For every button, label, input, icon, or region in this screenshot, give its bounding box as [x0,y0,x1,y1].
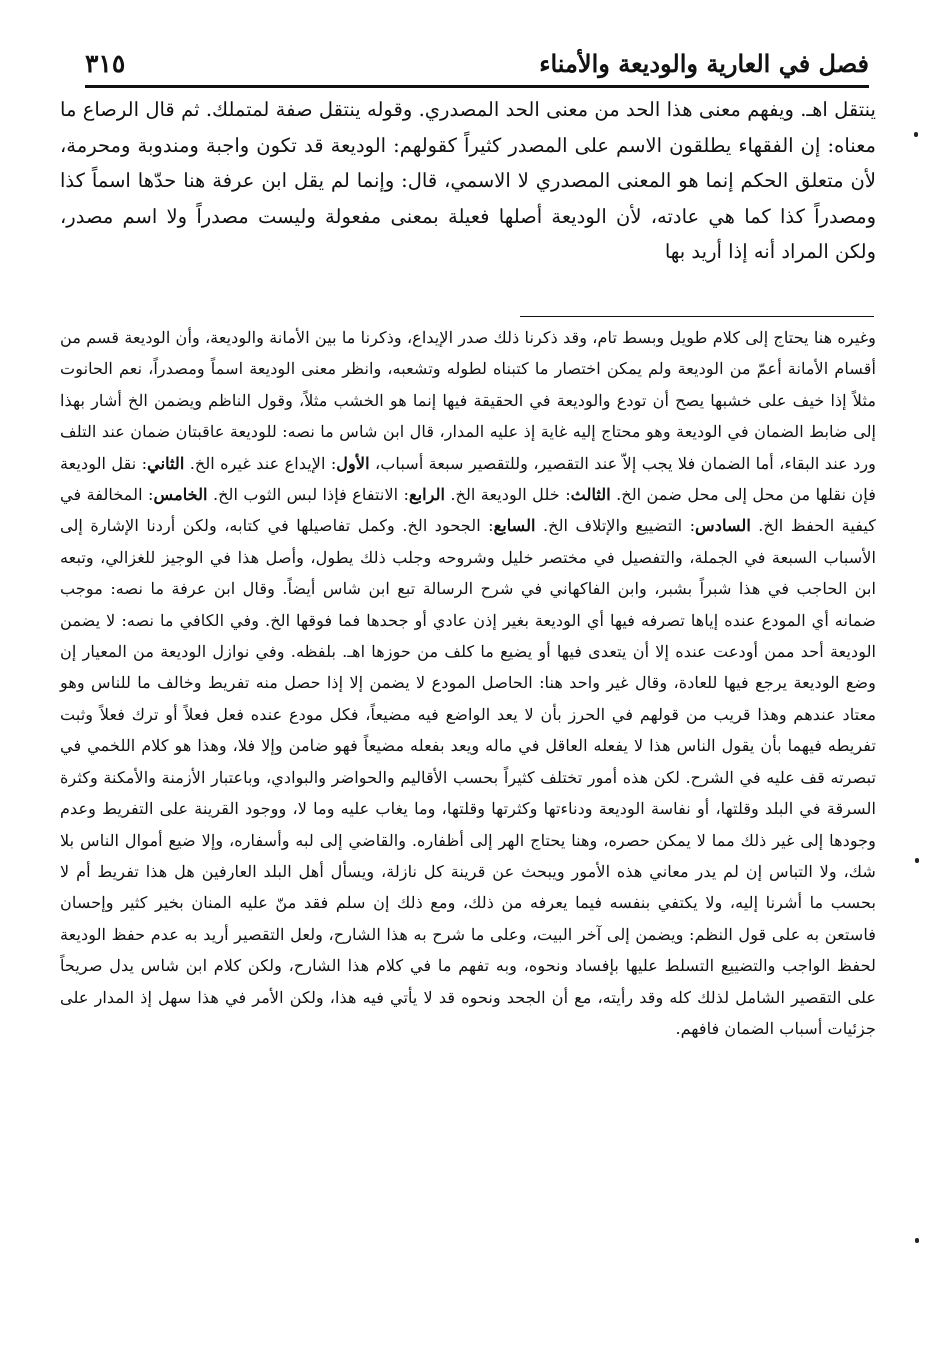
header-title: فصل في العارية والوديعة والأمناء [539,49,869,78]
page-number: ٣١٥ [85,49,126,78]
footnote-label-third: الثالث [570,485,611,505]
header-rule [85,85,869,88]
main-text: ينتقل اهـ. ويفهم معنى هذا الحد من معنى الحد المصدري. وقوله ينتقل صفة لمتملك. ثم قال الرصاع ما معناه: إن الفقهاء يطلقون الاسم على المصدر كثيراً كقولهم: الوديعة قد تكون واجبة ومندوبة ومحرمة، لأن متعلق الحكم إنما هو المعنى المصدري لا الاسمي، قال: وإنما لم يقل ابن عرفة هنا حدّها اسماً كذا ومصدراً كذا كما هي عادته، لأن الوديعة أصلها فعيلة بمعنى مفعولة وليست مصدراً ولا اسم مصدر، ولكن المراد أنه إذا أريد بها [60,98,876,263]
footnote [60,322,876,1044]
margin-speck [915,1238,919,1243]
footnote-segment: : الجحود الخ. وكمل تفاصيلها في كتابه، ولكن أردنا الإشارة إلى الأسباب السبعة في الجملة، والتفصيل في مختصر خليل وشروحه وجلب ذلك يطول، وأصل هذا في الوجيز للغزالي، وتبعه ابن الحاجب في هذا شبراً بشبر، وابن الفاكهاني في شرح الرسالة تبع ابن شاس أيضاً. وقال ابن عرفة ما نصه: موجب ضمانه أي المودع عنده إياها تصرفه فيها أي الوديعة بغير إذن عادي أو جحدها فما فوقها الخ. وفي الكافي ما نصه: لا يضمن الوديعة أحد ممن أودعت عنده إلا أن يتعدى فيها أو يضيع ما كلف من حوزها اهـ. بلفظه. وفي نوازل الوديعة من المعيار إن وضع الوديعة يرجع فيها للعادة، وقال غير واحد هنا: الحاصل المودع لا يضمن إلا إذا حصل منه تفريط وخالف ما للناس وهو معتاد عندهم وهذا قريب من قولهم في الحرز بأن لا يعد الواضع فيه مضيعاً، فكل مودع عنده فعل فعلاً أو ترك فعلاً وثبت تفريطه فيهما بأن يقول الناس هذا لا يفعله العاقل في ماله ويعد بفعله مضيعاً فهو ضامن وإلا فلا، وهذا هو كلام اللخمي في تبصرته قف عليه في الشرح. لكن هذه أمور تختلف كثيراً بحسب الأقاليم والحواضر والبوادي، وباعتبار الأزمنة والأمكنة وكثرة السرقة في البلد وقلتها، أو نفاسة الوديعة ودناءتها وكثرتها وقلتها، وما يغاب عليه وما لا، ووجود القرينة على التفريط وعدم وجودها إلى غير ذلك مما لا يمكن حصره، وهنا يحتاج الهر إلى أظفاره. والقاضي إلى لبه وأسفاره، وإلا ضيع أموال الناس بلا شك، ولا التباس إن لم يدر معاني هذه الأمور ويبحث عن قرينة كل نازلة، ويسأل أهل البلد العارفين هل هذا تفريط أم لا بحسب ما أشرنا إليه، ولا يكتفي بنفسه فيما يعرفه من ذلك، ومع ذلك إن سلم فقد منّ عليه المنان بخير كثير وإحسان فاستعن به على قول النظم: ويضمن إلى آخر البيت، وعلى ما شرح به هذا الشارح، ولعل التقصير أريد به عدم حفظ الوديعة لحفظ الواجب والتضييع التسلط عليها بإفساد ونحوه، وبه تفهم ما في كلام هذا الشارح، ولكن كلام ابن شاس يدل صريحاً على التقصير الشامل لذلك كله وقد رأيته، مع أن الجحد ونحوه قد لا يأتي فيه هذا، ولكن الأمر في هذا سهل إذ المدار على جزئيات أسباب الضمان فافهم. [60,516,877,1038]
footnote-label-first: الأول [336,453,370,473]
footnote-segment: : الإيداع عند غيره الخ. [189,453,337,473]
margin-speck [915,858,919,863]
footnote-label-fifth: الخامس [153,485,208,505]
footnote-segment: وغيره هنا يحتاج إلى كلام طويل وبسط تام، وقد ذكرنا ذلك صدر الإيداع، وذكرنا ما بين الأمانة والوديعة، وأن الوديعة قسم من أقسام الأمانة أعمّ من الوديعة ولم يمكن اختصار ما كتبناه لطوله وتشعبه، وانظر معنى الوديعة اسماً ومصدراً، نعم الحانوت مثلاً إذا خيف على خشبها يصح أن تودع والوديعة في الحقيقة فيها إنما هو الخشب مثلاً، وقول الناظم ويضمن الخ أشار بهذا إلى ضابط الضمان في الوديعة وهو محتاج إليه غاية إذ عليه المدار، قال ابن شاس ما نصه: للوديعة عاقبتان ضمان عند التلف ورد عند البقاء، أما الضمان فلا يجب إلاّ عند التقصير، وللتقصير سبعة أسباب، [60,328,876,473]
footnote-label-second: الثاني [147,453,185,473]
footnote-label-sixth: السادس [695,516,751,536]
running-header [85,42,869,82]
footnote-segment: : المخالفة في كيفية الحفظ الخ. [60,485,876,536]
footnote-label-fourth: الرابع [409,485,445,505]
footnote-segment: : التضييع والإتلاف الخ. [542,516,696,536]
footnote-segment: : نقل الوديعة فإن نقلها من محل إلى محل ضمن الخ. [60,453,876,505]
footnote-label-seventh: السابع [493,516,536,536]
footnote-separator [520,316,874,317]
footnote-segment: : خلل الوديعة الخ. [450,485,571,505]
margin-speck [914,132,918,137]
footnote-segment: : الانتفاع فإذا لبس الثوب الخ. [212,485,410,505]
